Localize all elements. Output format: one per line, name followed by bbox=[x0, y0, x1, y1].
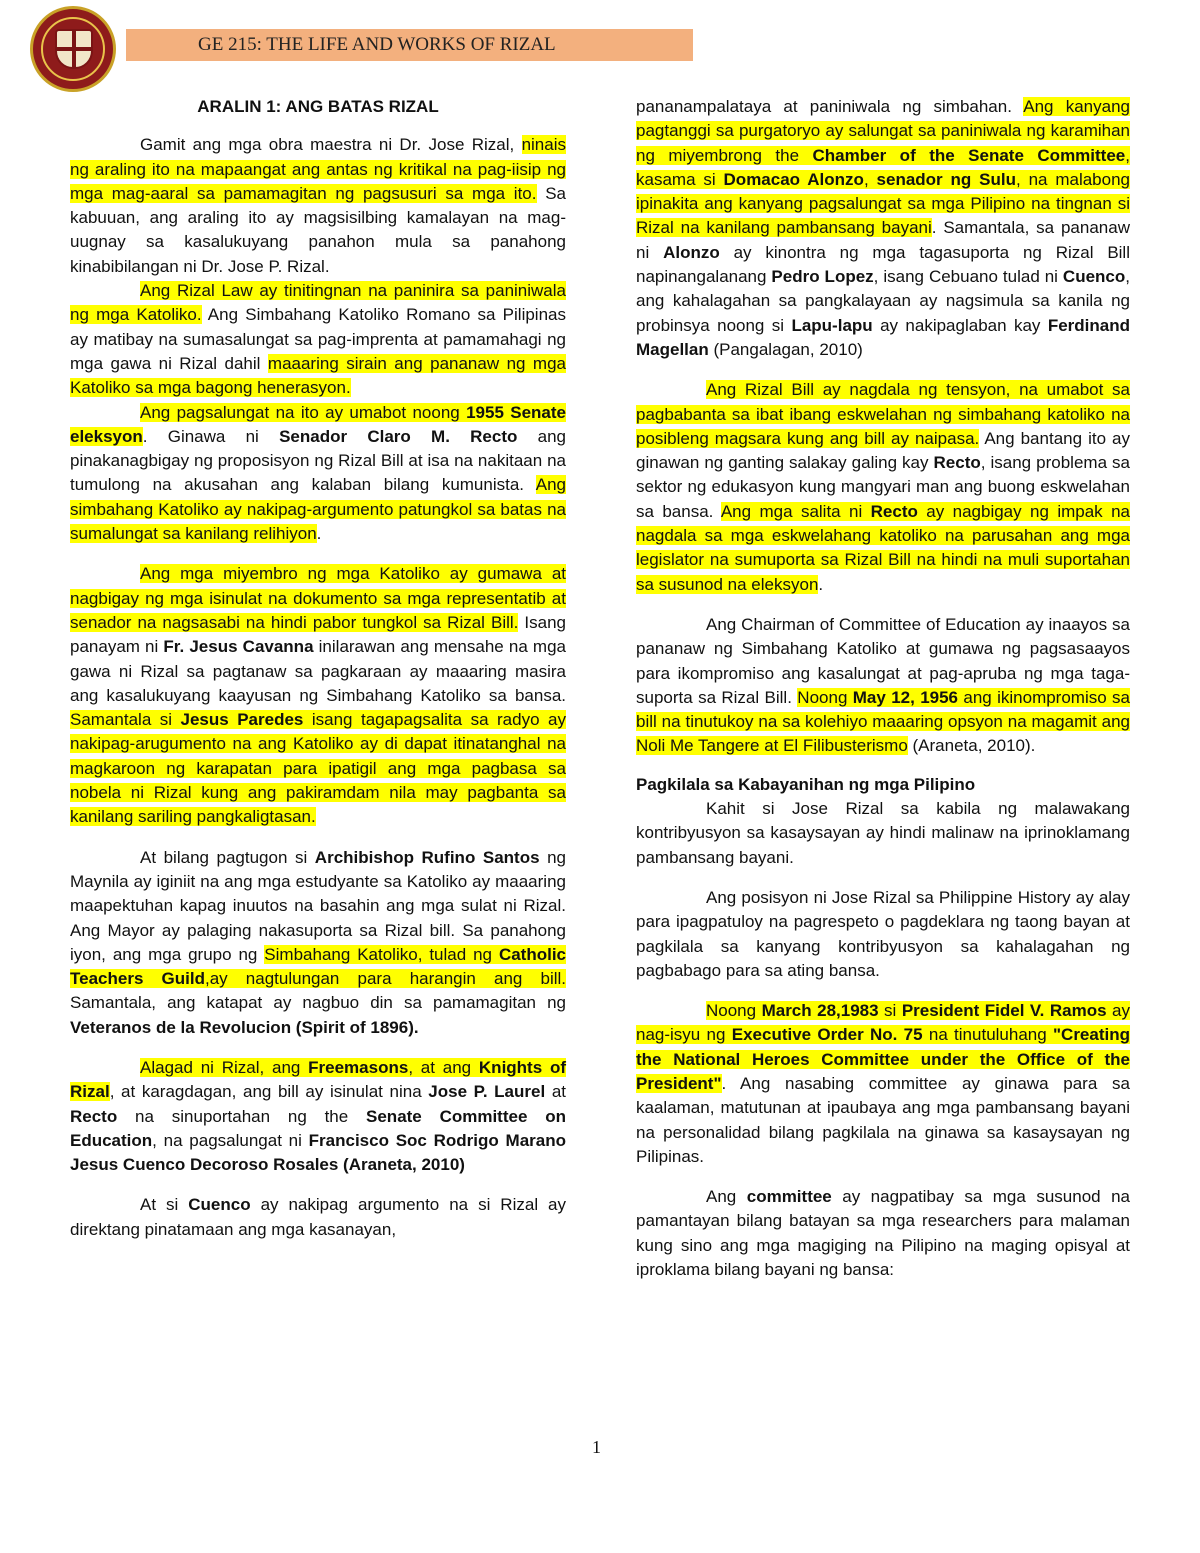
bold-text: Senate Committee on Education bbox=[70, 1106, 566, 1150]
bold-text: Domacao Alonzo bbox=[723, 169, 864, 189]
bold-text: Cuenco bbox=[188, 1195, 251, 1215]
paragraph: Ang pagsalungat na ito ay umabot noong 1955 Senate eleksyon. Ginawa ni Senador Claro M. Recto ang pinakanagbigay ng proposisyon ng Rizal Bill at isa na nakitaan na tumulong na akusahan ang kalaban bilang kumunista. Ang simbahang Katoliko ay nakipag-argumento patungkol sa batas na sumalungat sa kanilang relihiyon. bbox=[70, 402, 566, 544]
bold-text: Jesus Paredes bbox=[180, 710, 304, 730]
highlighted-text: Ang mga miyembro ng mga Katoliko ay gumawa at nagbigay ng mga isinulat na dokumento sa mga representatib at senador na nagsasabi na hindi pabor tungkol sa Rizal Bill. bbox=[70, 564, 566, 632]
bold-text: Ferdinand Magellan bbox=[636, 315, 1130, 359]
highlighted-text: , kasama si bbox=[636, 145, 1130, 189]
highlighted-text: ,ay nagtulungan para harangin ang bill. bbox=[204, 969, 567, 989]
highlighted-text bbox=[871, 502, 918, 521]
paragraph: Gamit ang mga obra maestra ni Dr. Jose Rizal, ninais ng araling ito na mapaangat ang antas ng kritikal na pag-iisip ng mga mag-aaral sa pamamagitan ng pagsusuri sa mga ito. Sa kabuuan, ang araling ito ay magsisilbing kamalayan na mag-uugnay sa kasalukuyang panahon mula sa panahong kinabibilangan ni Dr. Jose P. Rizal. bbox=[70, 135, 566, 276]
bold-text: President Fidel V. Ramos bbox=[901, 1001, 1107, 1021]
left-column bbox=[70, 95, 566, 1242]
highlighted-text: maaaring sirain ang pananaw ng mga Katoliko sa mga bagong henerasyon. bbox=[70, 353, 566, 398]
highlighted-text: ay nag-isyu ng bbox=[636, 1001, 1130, 1045]
right-column bbox=[636, 95, 1130, 1282]
paragraph: At bilang pagtugon si Archibishop Rufino Santos ng Maynila ay iginiit na ang mga estudyante sa Katoliko ay maaaring maapektuhan kapag inuutos na basahin ang mga sulat ni Rizal. Ang Mayor ay palaging nakasuporta sa Rizal bill. Sa panahong iyon, ang mga grupo ng Simbahang Katoliko, tulad ng Catholic Teachers Guild,ay nagtulungan para harangin ang bill. Samantala, ang katapat ay nagbuo din sa pamamagitan ng Veteranos de la Revolucion (Spirit of 1896). bbox=[70, 847, 567, 1037]
highlighted-text: , na malabong ipinakita ang kanyang pagsalungat sa mga Pilipino na tingnan si Rizal na kanilang pambansang bayani bbox=[636, 169, 1130, 238]
bold-text: Knights of Rizal bbox=[70, 1057, 566, 1102]
highlighted-text: Noong bbox=[706, 1001, 762, 1021]
highlighted-text bbox=[853, 688, 958, 707]
highlighted-text: Ang pagsalungat na ito ay umabot noong bbox=[140, 402, 467, 422]
bold-text: Veteranos de la Revolucion (Spirit of 1896). bbox=[70, 1017, 419, 1037]
highlighted-text: isang tagapagsalita sa radyo ay nakipag-arugumento na ang Katoliko ay di dapat itinatanghal na magkaroon ng karapatan para ipatigil ang mga pagbasa sa nobela ni Rizal kung ang pakiramdam nila may pagbanta sa kanilang sariling pangkaligtasan. bbox=[70, 710, 566, 827]
paragraph: Ang Rizal Law ay tinitingnan na paninira sa paniniwala ng mga Katoliko. Ang Simbahang Katoliko Romano sa Pilipinas ay matibay na sumasalungat sa pag-imprenta at pamamahagi ng mga gawa ni Rizal dahil maaaring sirain ang pananaw ng mga Katoliko sa mga bagong henerasyon. bbox=[70, 281, 566, 398]
bold-text: Francisco Soc Rodrigo Marano Jesus Cuenco Decoroso Rosales (Araneta, 2010) bbox=[70, 1130, 566, 1175]
bold-text: committee bbox=[746, 1187, 832, 1207]
highlighted-text: Ang Rizal Bill ay nagdala ng tensyon, na umabot sa pagbabanta sa ibat ibang eskwelahan ng simbahang katoliko na posibleng magsara kung ang bill ay naipasa. bbox=[636, 380, 1130, 448]
bold-text: Senador Claro M. Recto bbox=[279, 426, 518, 446]
highlighted-text: ninais ng araling ito na mapaangat ang antas ng kritikal na pag-iisip ng mga mag-aaral sa pamamagitan ng pagsusuri sa mga ito. bbox=[70, 135, 566, 203]
lesson-title: ARALIN 1: ANG BATAS RIZAL bbox=[197, 97, 439, 116]
highlighted-text bbox=[181, 710, 304, 729]
bold-text: Alonzo bbox=[663, 242, 720, 262]
highlighted-text: si bbox=[878, 1001, 902, 1021]
highlighted-text bbox=[724, 170, 864, 189]
highlighted-text: Simbahang Katoliko, tulad ng bbox=[264, 944, 499, 964]
highlighted-text: na tinutuluhang bbox=[922, 1025, 1053, 1045]
paragraph: Alagad ni Rizal, ang Freemasons, at ang Knights of Rizal, at karagdagan, ang bill ay isinulat nina Jose P. Laurel at Recto na sinuportahan ng the Senate Committee on Education, na pagsalungat ni Francisco Soc Rodrigo Marano Jesus Cuenco Decoroso Rosales (Araneta, 2010) bbox=[70, 1057, 566, 1175]
bold-text: March 28,1983 bbox=[761, 1001, 879, 1021]
highlighted-text: Noong bbox=[797, 687, 853, 707]
highlighted-text bbox=[902, 1001, 1107, 1020]
highlighted-text: Ang mga salita ni bbox=[720, 501, 871, 521]
highlighted-text: ang ikinompromiso sa bill na tinutukoy na sa kolehiyo maaaring opsyon na magamit ang Noli Me Tangere at El Filibusterismo bbox=[636, 687, 1131, 756]
paragraph: Noong March 28,1983 si President Fidel V. Ramos ay nag-isyu ng Executive Order No. 75 na tinutuluhang "Creating the National Heroes Committee under the Office of the President". Ang nasabing committee ay ginawa para sa kaalaman, matutunan at ipaubaya ang mga pambansang bayani na personalidad bilang pagkilala na ginawa sa kasaysayan ng Pilipinas. bbox=[636, 1001, 1130, 1166]
bold-text: Archibishop Rufino Santos bbox=[314, 847, 540, 867]
page-number: 1 bbox=[592, 1437, 601, 1457]
highlighted-text bbox=[762, 1001, 879, 1020]
course-title: GE 215: THE LIFE AND WORKS OF RIZAL bbox=[198, 34, 556, 55]
course-header-banner bbox=[126, 29, 693, 61]
bold-text: Recto bbox=[70, 1106, 118, 1126]
highlighted-text: Samantala si bbox=[70, 710, 181, 730]
highlighted-text bbox=[732, 1025, 923, 1044]
section-heading: Pagkilala sa Kabayanihan ng mga Pilipino bbox=[636, 774, 976, 794]
bold-text: "Creating the National Heroes Committee under the Office of the President" bbox=[636, 1025, 1130, 1093]
bold-text: 1955 Senate eleksyon bbox=[70, 402, 566, 446]
highlighted-text: Ang Rizal Law ay tinitingnan na paninira sa paniniwala ng mga Katoliko. bbox=[70, 281, 566, 325]
highlighted-text: , at ang bbox=[408, 1057, 479, 1077]
paragraph: Ang mga miyembro ng mga Katoliko ay gumawa at nagbigay ng mga isinulat na dokumento sa mga representatib at senador na nagsasabi na hindi pabor tungkol sa Rizal Bill. Isang panayam ni Fr. Jesus Cavanna inilarawan ang mensahe na mga gawa ni Rizal sa pagtanaw sa pagkaraan ay maaaring masira ang kasalukuyang kaayusan ng Simbahang Katoliko sa bansa. Samantala si Jesus Paredes isang tagapagsalita sa radyo ay nakipag-arugumento na ang Katoliko ay di dapat itinatanghal na magkaroon ng karapatan para ipatigil ang mga pagbasa sa nobela ni Rizal kung ang pakiramdam nila may pagbanta sa kanilang sariling pangkaligtasan. bbox=[70, 564, 566, 827]
paragraph: Ang Chairman of Committee of Education ay inaayos sa pananaw ng Simbahang Katoliko at gumawa ng pagsasaayos para ikompromiso ang kasalungat at pag-apruba ng mga taga-suporta sa Rizal Bill. Noong May 12, 1956 ang ikinompromiso sa bill na tinutukoy na sa kolehiyo maaaring opsyon na magamit ang Noli Me Tangere at El Filibusterismo (Araneta, 2010). bbox=[636, 614, 1131, 756]
bold-text: Recto bbox=[933, 453, 981, 473]
highlighted-text: ay nagbigay ng impak na nagdala sa mga eskwelahang katoliko na parusahan ang mga legislator na sumuporta sa Rizal Bill na hindi na muli suportahan sa susunod na eleksyon bbox=[636, 501, 1130, 594]
bold-text: Lapu-lapu bbox=[791, 315, 873, 335]
bold-text: Recto bbox=[870, 501, 918, 521]
highlighted-text bbox=[877, 170, 1016, 189]
paragraph: Kahit si Jose Rizal sa kabila ng malawakang kontribyusyon sa kasaysayan ay hindi malinaw na iprinoklamang pambansang bayani. bbox=[636, 799, 1130, 867]
highlighted-text: Ang kanyang pagtanggi sa purgatoryo ay salungat sa paniniwala ng karamihan ng miyembrong the bbox=[636, 97, 1130, 165]
paragraph: Ang posisyon ni Jose Rizal sa Philippine History ay alay para ipagpatuloy na pagrespeto o pagdeklara ng taong bayan at pagkilala sa kanyang kontribyusyon sa kahalagahan ng pagbabago para sa ating bansa. bbox=[636, 887, 1130, 980]
highlighted-text: Ang simbahang Katoliko ay nakipag-argumento patungkol sa batas na sumalungat sa kanilang relihiyon bbox=[70, 475, 566, 544]
bold-text: Cuenco bbox=[1062, 267, 1126, 287]
bold-text: Fr. Jesus Cavanna bbox=[163, 637, 314, 657]
seal-shield-icon bbox=[55, 29, 93, 69]
bold-text: Pedro Lopez bbox=[771, 267, 874, 287]
highlighted-text: Alagad ni Rizal, ang bbox=[140, 1057, 309, 1077]
bold-text: Chamber of the Senate Committee bbox=[812, 145, 1126, 165]
paragraph: pananampalataya at paniniwala ng simbahan. Ang kanyang pagtanggi sa purgatoryo ay salungat sa paniniwala ng karamihan ng miyembrong the Chamber of the Senate Committee, kasama si Domacao Alonzo, senador ng Sulu, na malabong ipinakita ang kanyang pagsalungat sa mga Pilipino na tingnan si Rizal na kanilang pambansang bayani. Samantala, sa pananaw ni Alonzo ay kinontra ng mga tagasuporta ng Rizal Bill napinangalanang Pedro Lopez, isang Cebuano tulad ni Cuenco, ang kahalagahan sa pangkalayaan ay nagsimula sa kanila ng probinsya noong si Lapu-lapu ay nakipaglaban kay Ferdinand Magellan (Pangalagan, 2010) bbox=[636, 97, 1130, 359]
bold-text: Jose P. Laurel bbox=[428, 1082, 546, 1102]
highlighted-text bbox=[813, 146, 1126, 165]
highlighted-text: , bbox=[863, 169, 877, 189]
bold-text: Executive Order No. 75 bbox=[731, 1025, 923, 1045]
paragraph: At si Cuenco ay nakipag argumento na si Rizal ay direktang pinatamaan ang mga kasanayan, bbox=[70, 1195, 567, 1239]
bold-text: Catholic Teachers Guild bbox=[70, 944, 566, 989]
paragraph: Ang Rizal Bill ay nagdala ng tensyon, na umabot sa pagbabanta sa ibat ibang eskwelahan ng simbahang katoliko na posibleng magsara kung ang bill ay naipasa. Ang bantang ito ay ginawan ng ganting salakay galing kay Recto, isang problema sa sektor ng edukasyon kung mangyari man ang buong eskwelahan sa bansa. Ang mga salita ni Recto ay nagbigay ng impak na nagdala sa mga eskwelahang katoliko na parusahan ang mga legislator na sumuporta sa Rizal Bill na hindi na muli suportahan sa susunod na eleksyon. bbox=[636, 380, 1130, 594]
bold-text: May 12, 1956 bbox=[852, 687, 959, 707]
university-seal-logo bbox=[30, 6, 116, 92]
paragraph: Ang committee ay nagpatibay sa mga susunod na pamantayan bilang batayan sa mga researchers para malaman kung sino ang mga magiging na Pilipino na maging opisyal at iproklama bilang bayani ng bansa: bbox=[636, 1187, 1130, 1280]
highlighted-text bbox=[308, 1058, 408, 1077]
bold-text: senador ng Sulu bbox=[876, 169, 1016, 189]
bold-text: Freemasons bbox=[308, 1057, 409, 1077]
